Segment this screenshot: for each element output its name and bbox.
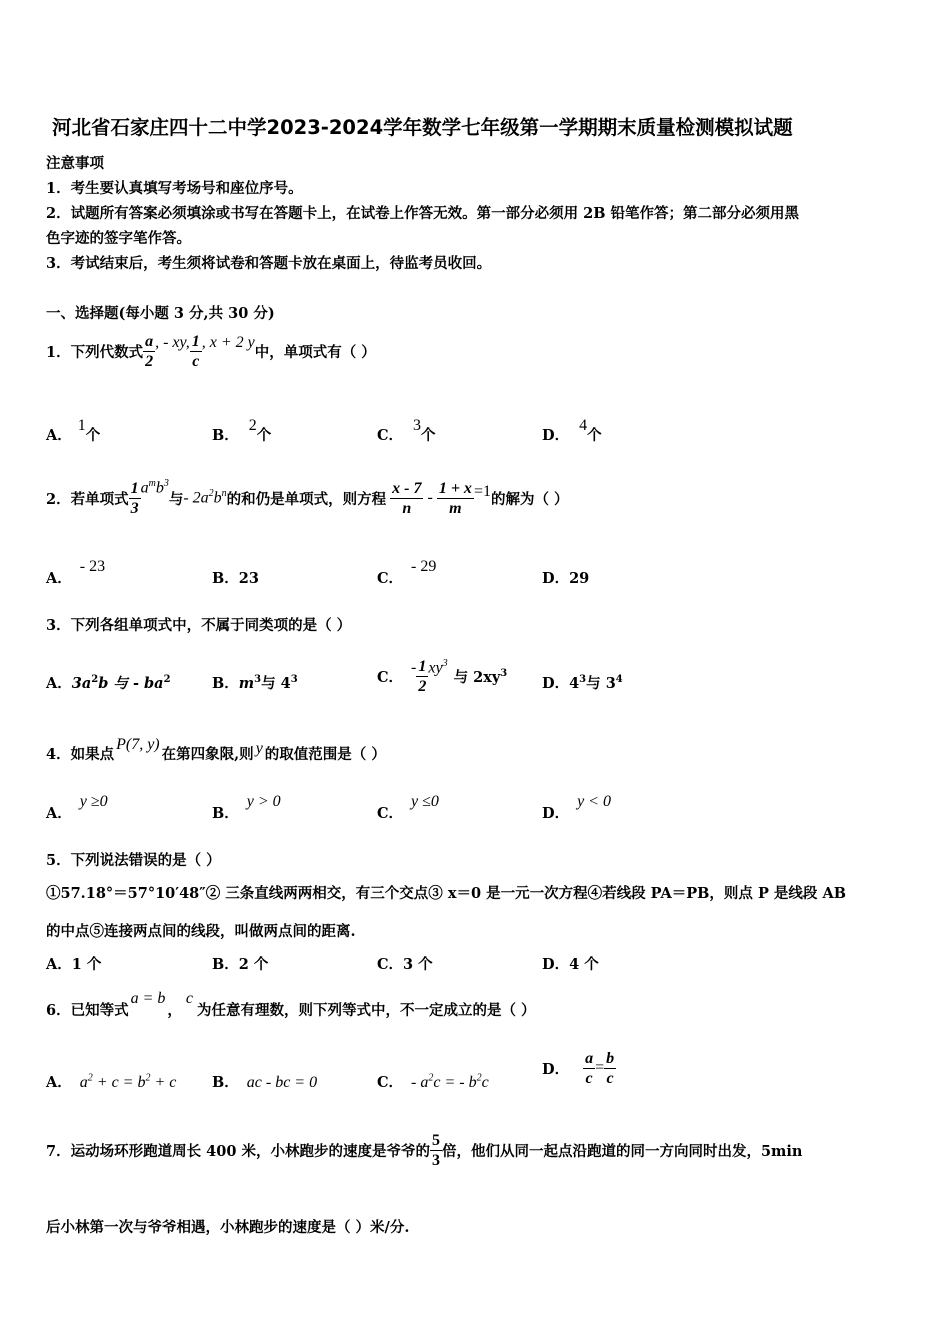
q6-option-d: D． $\frac{a}{c}$ = $\frac{b}{c}$ [542, 1049, 615, 1087]
question-2 [46, 468, 569, 528]
q1-suffix: 中，单项式有（ ） [254, 343, 376, 361]
q6-d-frac-2: $\frac{b}{c}$ [606, 1049, 615, 1087]
question-3: 3．下列各组单项式中，不属于同类项的是（ ） [46, 617, 352, 634]
q2-option-a: A．- 23 [46, 558, 106, 587]
question-4: 4．如果点P(7, y)在第四象限,则 y 的取值范围是（ ） [46, 736, 386, 763]
question-5: 5．下列说法错误的是（ ） [46, 852, 221, 869]
q1-option-d: D．4个 [542, 417, 602, 444]
q6-option-c: C． - $a^2c$ = - $b^2c$ [377, 1072, 489, 1091]
page-title: 河北省石家庄四十二中学2023-2024学年数学七年级第一学期期末质量检测模拟试题 [52, 116, 793, 139]
q7-line-2: 后小林第一次与爷爷相遇，小林跑步的速度是（ ）米/分. [46, 1219, 410, 1236]
q1-option-a: A．1个 [46, 417, 101, 444]
q2-option-d: D．29 [542, 570, 590, 587]
q1-mid-2: , x + 2 y [201, 334, 255, 351]
q4-var: y [255, 740, 263, 757]
section-heading: 一、选择题(每小题 3 分,共 30 分) [46, 305, 275, 322]
q4-option-c: C．y ≤0 [377, 793, 439, 822]
q6-d-frac-1: $\frac{a}{c}$ [585, 1049, 594, 1087]
q2-prefix: 2．若单项式 [46, 490, 129, 508]
q5-statements-line-1: ①57.18°＝57°10′48″② 三条直线两两相交，有三个交点③ x＝0 是一元一次方程④若线段 PA＝PB，则点 P 是线段 AB [46, 885, 846, 902]
q2-term-1: $a^mb^3$ [140, 478, 169, 497]
q4-option-b: B．y > 0 [212, 793, 281, 822]
q2-eq-minus: - [427, 489, 433, 506]
q2-option-b: B．23 [212, 570, 259, 587]
q2-eq-rhs: =1 [473, 483, 491, 500]
q3-option-a: A．$3a^2b$ 与 - $ba^2$ [46, 674, 171, 692]
q1-prefix: 1．下列代数式 [46, 343, 144, 361]
q5-option-a: A．1 个 [46, 956, 102, 973]
q2-suffix: 的解为（ ） [490, 490, 569, 508]
q7-frac: $\frac{5}{3}$ [431, 1131, 440, 1169]
q1-mid-1: , - xy, [155, 334, 190, 351]
q2-with: 与 [168, 490, 184, 508]
q3-option-d: D．$4^3$与 $3^4$ [542, 674, 623, 692]
q5-statements-line-2: 的中点⑤连接两点间的线段，叫做两点间的距离. [46, 923, 356, 940]
question-1 [46, 326, 376, 376]
q1-option-b: B．2个 [212, 417, 272, 444]
question-6: 6．已知等式a = b，c为任意有理数，则下列等式中，不一定成立的是（ ） [46, 990, 536, 1019]
q1-frac-1: $\frac{a}{2}$ [145, 332, 154, 370]
q2-mid: 的和仍是单项式，则方程 [226, 490, 387, 508]
q2-term-2: - $2a^2b^n$ [183, 488, 227, 507]
q3-c-frac: $\frac{1}{2}$ [418, 657, 427, 695]
q5-option-c: C．3 个 [377, 956, 433, 973]
notice-heading: 注意事项 [46, 155, 104, 172]
notice-item-1: 1．考生要认真填写考场号和座位序号。 [46, 180, 303, 197]
q4-option-a: A．y ≥0 [46, 793, 108, 822]
notice-item-3: 3．考试结束后，考生须将试卷和答题卡放在桌面上，待监考员收回。 [46, 255, 492, 272]
notice-item-2: 2．试题所有答案必须填涂或书写在答题卡上，在试卷上作答无效。第一部分必须用 2B 铅笔作答；第二部分必须用黑 [46, 205, 800, 222]
q2-eq-frac-1: $\frac{x - 7}{n}$ [392, 479, 422, 517]
q3-option-b: B．$m^3$与 $4^3$ [212, 674, 298, 692]
q6-option-a: A． $a^2 + c = b^2 + c$ [46, 1072, 177, 1091]
q2-option-c: C．- 29 [377, 558, 437, 587]
q4-option-d: D．y < 0 [542, 793, 611, 822]
q2-eq-frac-2: $\frac{1 + x}{m}$ [438, 479, 472, 517]
q2-frac: $\frac{1}{3}$ [130, 479, 139, 517]
q3-option-c: C． - $\frac{1}{2}$ $xy^3$ 与 $2xy^3$ [377, 657, 508, 695]
question-7: 7．运动场环形跑道周长 400 米，小林跑步的速度是爷爷的 $\frac{5}{3}$ 倍，他们从同一起点沿跑道的同一方向同时出发，5min [46, 1131, 803, 1169]
q6-eq: a = b [130, 990, 166, 1007]
notice-item-2-cont: 色字迹的签字笔作答。 [46, 230, 191, 247]
q6-var: c [185, 990, 193, 1007]
q4-point: P(7, y) [116, 736, 160, 753]
q1-option-c: C．3个 [377, 417, 436, 444]
q6-option-b: B． ac - bc = 0 [212, 1074, 318, 1091]
q5-option-d: D．4 个 [542, 956, 599, 973]
q1-frac-2: $\frac{1}{c}$ [191, 332, 200, 370]
q5-option-b: B．2 个 [212, 956, 269, 973]
